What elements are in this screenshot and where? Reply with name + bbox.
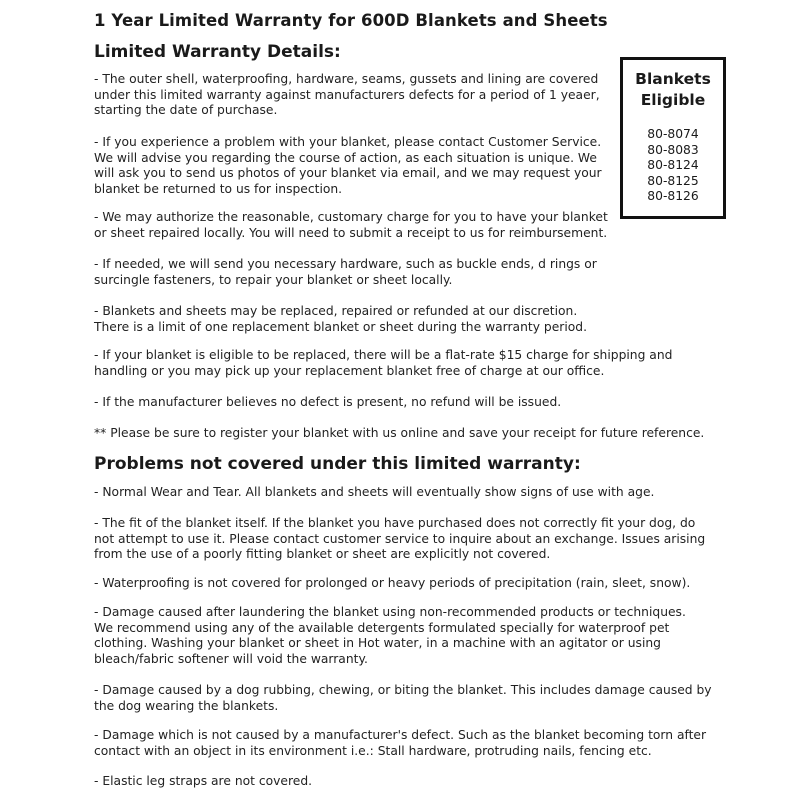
details-paragraph: - If you experience a problem with your blanket, please contact Customer Service. We will advise you regarding the course of action, as each situation is unique. We will ask you to send us photos of your blanket via email, and we may request your blanket be returned to us for inspection.: [94, 135, 602, 196]
problems-paragraph: - Elastic leg straps are not covered.: [94, 774, 313, 788]
details-paragraph: - We may authorize the reasonable, customary charge for you to have your blanket or sheet repaired locally. You will need to submit a receipt to us for reimbursement.: [94, 210, 608, 240]
problems-paragraph: - Waterproofing is not covered for prolonged or heavy periods of precipitation (rain, sleet, snow).: [94, 576, 691, 590]
eligible-blankets-box: [620, 57, 726, 219]
problems-paragraph: - Damage which is not caused by a manufacturer's defect. Such as the blanket becoming torn after contact with an object in its environment i.e.: Stall hardware, protruding nails, fencing etc.: [94, 728, 707, 758]
details-paragraph: - If needed, we will send you necessary hardware, such as buckle ends, d rings or surcingle fasteners, to repair your blanket or sheet locally.: [94, 257, 597, 287]
model-number: 80-8125: [647, 173, 699, 188]
document-title: 1 Year Limited Warranty for 600D Blankets and Sheets: [94, 11, 608, 30]
details-paragraph: - Blankets and sheets may be replaced, repaired or refunded at our discretion. There is a limit of one replacement blanket or sheet during the warranty period.: [94, 304, 587, 334]
problems-paragraph: - Damage caused by a dog rubbing, chewing, or biting the blanket. This includes damage caused by the dog wearing the blankets.: [94, 683, 712, 713]
details-paragraph: - The outer shell, waterproofing, hardware, seams, gussets and lining are covered under this limited warranty against manufacturers defects for a period of 1 yeaer, starting the date of purchase.: [94, 72, 600, 118]
problems-heading: Problems not covered under this limited warranty:: [94, 454, 581, 474]
problems-paragraph: - The fit of the blanket itself. If the blanket you have purchased does not correctly fit your dog, do not attempt to use it. Please contact customer service to inquire about an exchange. Issues arising from the use of a poorly fitting blanket or sheet are explicitly not covered.: [94, 516, 706, 562]
eligible-box-title: Blankets Eligible: [635, 70, 711, 109]
model-number: 80-8124: [647, 158, 699, 173]
details-paragraph: - If your blanket is eligible to be replaced, there will be a flat-rate $15 charge for shipping and handling or you may pick up your replacement blanket free of charge at our office.: [94, 348, 673, 378]
model-number: 80-8083: [647, 142, 699, 157]
problems-paragraph: - Normal Wear and Tear. All blankets and sheets will eventually show signs of use with age.: [94, 485, 655, 499]
model-number: 80-8126: [647, 189, 699, 204]
model-number: 80-8074: [647, 127, 699, 141]
eligible-model-list: [623, 127, 723, 205]
details-paragraph: - If the manufacturer believes no defect is present, no refund will be issued.: [94, 395, 562, 409]
registration-note: ** Please be sure to register your blanket with us online and save your receipt for future reference.: [94, 426, 705, 440]
details-heading: Limited Warranty Details:: [94, 42, 341, 62]
problems-paragraph: - Damage caused after laundering the blanket using non-recommended products or techniques. We recommend using any of the available detergents formulated specially for waterproof pet clothing. Washing your blanket or sheet in Hot water, in a machine with an agitator or using bleach/fabric softener will void the warranty.: [94, 605, 686, 666]
